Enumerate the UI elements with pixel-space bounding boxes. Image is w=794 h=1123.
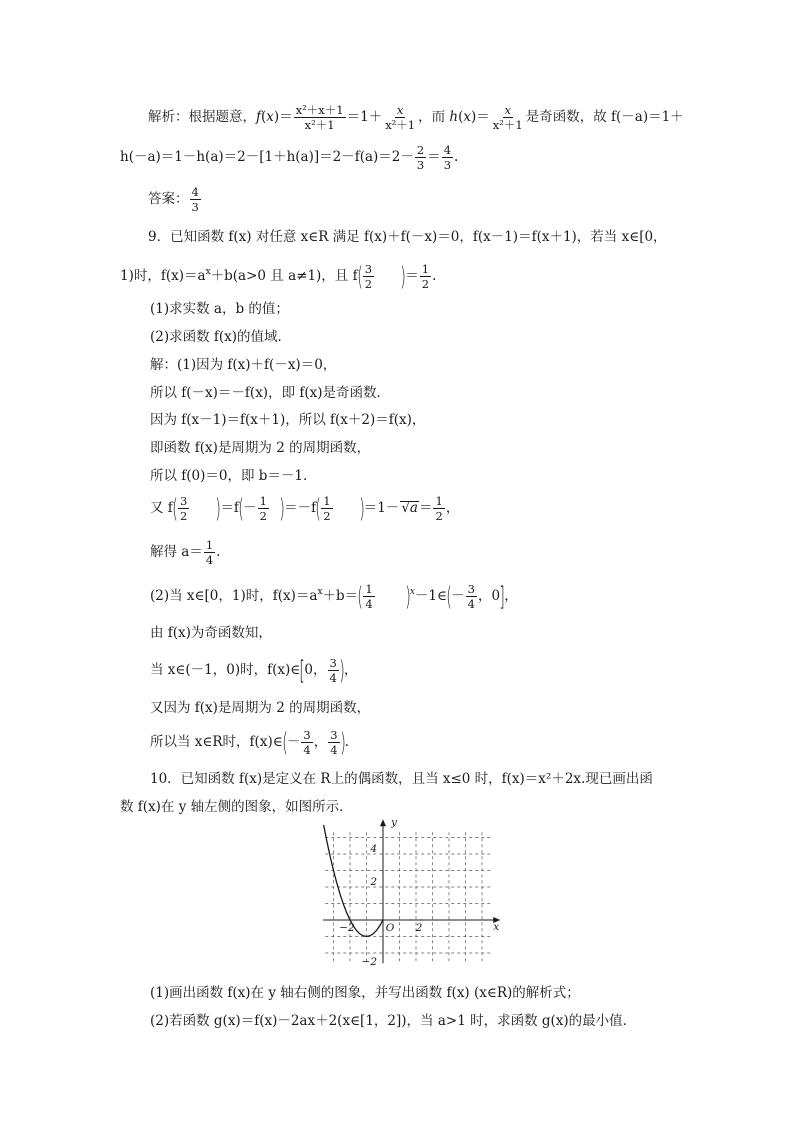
question-10-line-1: 10．已知函数 f(x)是定义在 R上的偶函数，且当 x≤0 时，f(x)＝x²＋2x.现已画出函: [150, 771, 653, 787]
numerator: 1: [323, 494, 331, 508]
numerator: 3: [329, 656, 337, 670]
part-1-question: (1)求实数 a，b 的值；: [150, 301, 289, 317]
left-paren: (: [172, 493, 178, 524]
text: .: [432, 268, 437, 285]
text: ＝f: [220, 500, 239, 517]
text: 当 x∈(－1，0)时，f(x)∈: [150, 662, 301, 679]
text: ，: [343, 662, 358, 679]
right-paren: ): [339, 727, 346, 758]
denominator: x²＋1: [304, 118, 335, 133]
superscript: x: [409, 587, 415, 598]
solution-line: 又因为 f(x)是周期为 2 的周期函数，: [150, 700, 371, 716]
denominator: 4: [365, 597, 373, 612]
text: h: [449, 109, 459, 126]
numerator: x: [396, 103, 404, 117]
text: －: [243, 500, 257, 517]
fraction: [363, 263, 374, 290]
numerator: 1: [435, 494, 443, 508]
denominator: 2: [259, 509, 267, 524]
right-paren: ): [279, 493, 285, 524]
text: 是奇函数，故 f(－a)＝1＋: [525, 109, 684, 126]
text: f: [256, 109, 261, 126]
numerator: 1: [205, 538, 214, 552]
numerator: 1: [259, 494, 267, 508]
superscript: x: [205, 267, 211, 278]
text: ＝1－: [363, 500, 400, 517]
superscript: x: [317, 587, 323, 598]
right-paren: ): [400, 261, 406, 292]
right-paren: ): [358, 493, 365, 524]
question-10-line-2: 数 f(x)在 y 轴左侧的图象，如图所示．: [120, 799, 353, 815]
solution-line: [150, 583, 518, 610]
fraction: [363, 583, 374, 610]
x-tick-label: 2: [415, 922, 423, 934]
solution-line: 由 f(x)为奇函数知，: [150, 625, 272, 641]
fraction: [383, 104, 417, 131]
solution-8-line-2: [120, 144, 458, 171]
text: ，0: [477, 588, 501, 605]
right-paren: ): [339, 655, 345, 686]
fraction: [433, 495, 444, 522]
fraction: [420, 263, 431, 290]
denominator: x²＋1: [385, 118, 416, 133]
denominator: 2: [179, 509, 188, 524]
tick-labels: [339, 816, 499, 968]
numerator: 3: [467, 582, 475, 596]
denominator: 2: [435, 509, 443, 524]
text: (2)当 x∈[0，1)时，f(x)＝a: [150, 588, 318, 605]
text: 又 f: [150, 500, 173, 517]
answer-line: [148, 186, 202, 213]
text: －: [451, 588, 465, 605]
denominator: 3: [191, 200, 199, 215]
solution-line: 解：(1)因为 f(x)＋f(－x)＝0，: [150, 357, 337, 373]
fraction: [328, 729, 339, 756]
question-10-part-2: (2)若函数 g(x)＝f(x)－2ax＋2(x∈[1，2])，当 a>1 时，求函数 g(x)的最小值．: [150, 1013, 637, 1029]
denominator: 4: [303, 743, 311, 758]
right-paren: ): [215, 493, 222, 524]
fraction: [466, 583, 477, 610]
denominator: 3: [416, 158, 425, 173]
text: .: [216, 544, 221, 561]
denominator: x²＋1: [492, 118, 523, 133]
solution-line: [150, 657, 357, 684]
solution-line: 所以 f(0)＝0，即 b＝－1.: [150, 468, 308, 484]
question-9-line-2: [120, 263, 436, 290]
x-axis-label: x: [493, 921, 500, 933]
text: )＝: [273, 109, 293, 126]
fraction: [321, 495, 332, 522]
text: 1)时，f(x)＝a: [120, 268, 206, 285]
numerator: 3: [303, 728, 311, 742]
y-axis-arrow: [380, 819, 386, 826]
fraction: [442, 144, 453, 171]
numerator: x²＋x＋1: [295, 103, 344, 117]
radicand: a: [409, 500, 418, 517]
text: 所以当 x∈R时，f(x)∈: [150, 734, 283, 751]
text: (: [458, 109, 464, 126]
solution-line: 所以 f(－x)＝－f(x)，即 f(x)是奇函数．: [150, 385, 391, 401]
question-10-part-1: (1)画出函数 f(x)在 y 轴右侧的图象，并写出函数 f(x) (x∈R)的解析式；: [150, 985, 580, 1001]
y-tick-label: 2: [370, 876, 377, 888]
grid-lines: [325, 829, 490, 961]
text: ＝: [427, 149, 441, 166]
solution-8-line-1: [148, 104, 684, 131]
denominator: 2: [421, 277, 430, 292]
left-paren: (: [356, 261, 363, 292]
answer-label: 答案：: [148, 191, 189, 208]
text: h(－a)＝1－h(a)＝2－[1＋h(a)]＝2－f(a)＝2－: [120, 149, 414, 166]
denominator: 3: [443, 158, 452, 173]
text: x: [266, 109, 274, 126]
right-bracket: ]: [499, 581, 505, 612]
fraction: [415, 144, 426, 171]
text: x: [463, 109, 472, 126]
answer-fraction: [190, 186, 201, 213]
denominator: 2: [323, 509, 331, 524]
text: 0，: [304, 662, 327, 679]
numerator: 1: [365, 582, 373, 596]
part-2-question: (2)求函数 f(x)的值域．: [150, 329, 292, 345]
y-tick-label: 4: [370, 843, 377, 855]
text: ，而: [418, 109, 450, 126]
right-paren: ): [404, 581, 411, 612]
text: )＝: [471, 109, 490, 126]
numerator: 3: [364, 262, 373, 276]
text: ，: [445, 500, 460, 517]
denominator: 2: [364, 277, 373, 292]
solution-line: [150, 729, 349, 756]
numerator: 1: [421, 262, 430, 276]
left-bracket: (: [446, 581, 452, 612]
left-bracket: [: [299, 655, 306, 686]
text: 解得 a＝: [150, 544, 203, 561]
text: ，: [504, 588, 518, 605]
fraction: [491, 104, 525, 131]
text: .: [454, 149, 459, 166]
left-paren: (: [357, 581, 364, 612]
text: ＋b＝: [322, 588, 359, 605]
fraction: [301, 729, 312, 756]
left-paren: (: [238, 493, 244, 524]
denominator: 4: [329, 671, 337, 686]
y-axis-label: y: [391, 816, 397, 829]
fraction: [258, 495, 269, 522]
text: －: [286, 734, 301, 751]
solution-line: [150, 539, 220, 566]
square-root: √a: [401, 500, 418, 517]
text: (: [261, 109, 267, 126]
text: ＝－f: [284, 500, 317, 517]
numerator: 2: [416, 143, 425, 157]
text: ，: [313, 734, 328, 751]
denominator: 4: [330, 743, 338, 758]
left-paren: (: [281, 727, 288, 758]
numerator: x: [504, 103, 511, 117]
denominator: 4: [467, 597, 475, 612]
text: ＋b(a>0 且 a≠1)，且 f: [210, 268, 358, 285]
fraction: [204, 539, 215, 566]
left-paren: (: [315, 493, 321, 524]
text: ＝1＋: [346, 109, 383, 126]
function-graph: [315, 816, 515, 968]
numerator: 4: [191, 185, 199, 199]
question-9-line-1: 9．已知函数 f(x) 对任意 x∈R 满足 f(x)＋f(－x)＝0，f(x－1)＝f(x＋1)，若当 x∈[0，: [148, 229, 667, 245]
text: 解析：根据题意，: [148, 109, 256, 126]
text: －1∈: [414, 588, 447, 605]
numerator: 3: [330, 728, 338, 742]
text: ＝: [418, 500, 433, 517]
denominator: 4: [205, 553, 214, 568]
text: ＝: [405, 268, 419, 285]
origin-label: O: [385, 922, 395, 934]
fraction: [294, 104, 346, 131]
solution-line: 即函数 f(x)是周期为 2 的周期函数，: [150, 440, 371, 456]
solution-line: 因为 f(x－1)＝f(x＋1)，所以 f(x＋2)＝f(x)，: [150, 412, 426, 428]
fraction: [178, 495, 189, 522]
text: .: [344, 734, 349, 751]
numerator: 3: [179, 494, 188, 508]
y-tick-label: −2: [361, 956, 377, 968]
numerator: 4: [443, 143, 452, 157]
solution-line: [150, 495, 459, 522]
fraction: [328, 657, 339, 684]
x-tick-label: −2: [339, 922, 355, 934]
